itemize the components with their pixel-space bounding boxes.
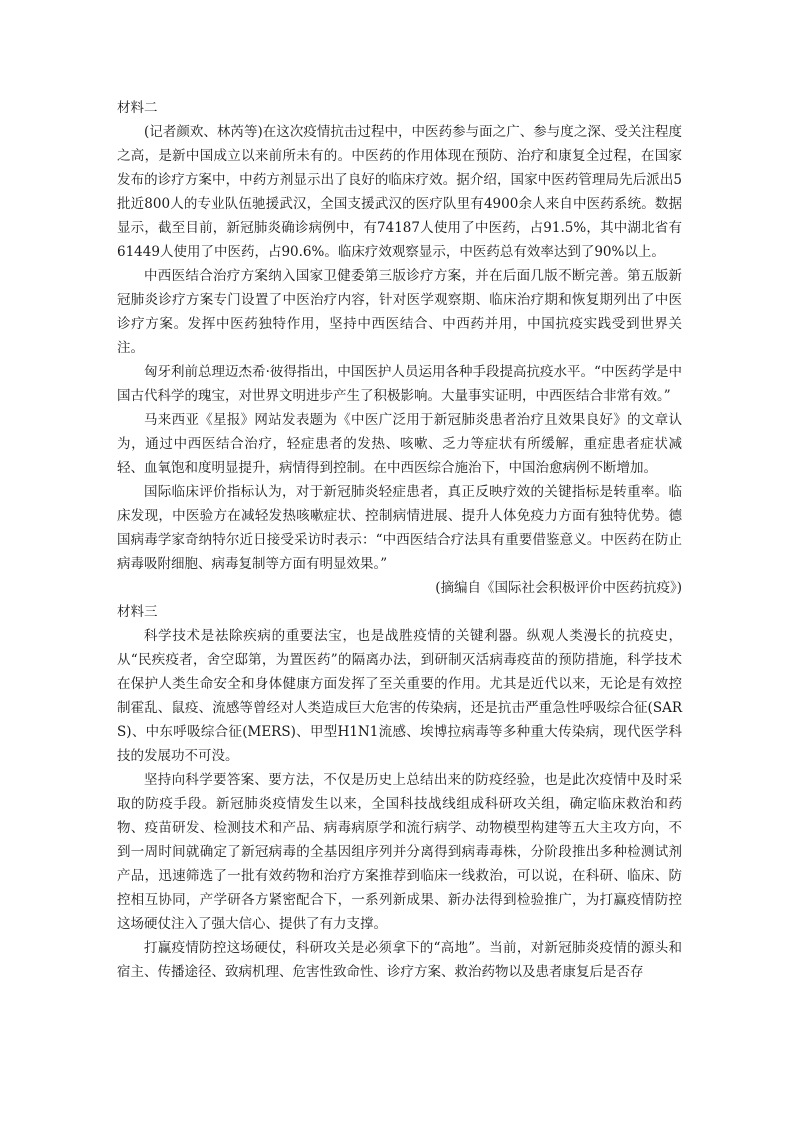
document-page (117, 96, 682, 984)
material-2-paragraph: 匈牙利前总理迈杰希·彼得指出，中国医护人员运用各种手段提高抗疫水平。“中医药学是中国古代科学的瑰宝，对世界文明进步产生了积极影响。大量事实证明，中西医结合非常有效。” (117, 364, 682, 404)
material-2-source: (摘编自《国际社会积极评价中医药抗疫》) (435, 580, 682, 596)
material-2-paragraph: 中西医结合治疗方案纳入国家卫健委第三版诊疗方案，并在后面几版不断完善。第五版新冠肺炎诊疗方案专门设置了中医治疗内容，针对医学观察期、临床治疗期和恢复期列出了中医诊疗方案。发挥中医药独特作用，坚持中西医结合、中西药并用，中国抗疫实践受到世界关注。 (117, 268, 682, 356)
material-2-paragraph: 国际临床评价指标认为，对于新冠肺炎轻症患者，真正反映疗效的关键指标是转重率。临床发现，中医验方在减轻发热咳嗽症状、控制病情进展、提升人体免疫力方面有独特优势。德国病毒学家奇纳特尔近日接受采访时表示：“中西医结合疗法具有重要借鉴意义。中医药在防止病毒吸附细胞、病毒复制等方面有明显效果。” (117, 484, 682, 572)
material-3-paragraph: 坚持向科学要答案、要方法，不仅是历史上总结出来的防疫经验，也是此次疫情中及时采取的防疫手段。新冠肺炎疫情发生以来，全国科技战线组成科研攻关组，确定临床救治和药物、疫苗研发、检测技术和产品、病毒病原学和流行病学、动物模型构建等五大主攻方向，不到一周时间就确定了新冠病毒的全基因组序列并分离得到病毒毒株，分阶段推出多种检测试剂产品，迅速筛选了一批有效药物和治疗方案推荐到临床一线救治，可以说，在科研、临床、防控相互协同，产学研各方紧密配合下，一系列新成果、新办法得到检验推广，为打赢疫情防控这场硬仗注入了强大信心、提供了有力支撑。 (117, 772, 682, 932)
material-3-paragraph: 打赢疫情防控这场硬仗，科研攻关是必须拿下的“高地”。当前，对新冠肺炎疫情的源头和宿主、传播途径、致病机理、危害性致命性、诊疗方案、救治药物以及患者康复后是否存 (117, 940, 682, 980)
material-2-paragraph: 马来西亚《星报》网站发表题为《中医广泛用于新冠肺炎患者治疗且效果良好》的文章认为，通过中西医结合治疗，轻症患者的发热、咳嗽、乏力等症状有所缓解，重症患者症状减轻、血氧饱和度明显提升，病情得到控制。在中西医综合施治下，中国治愈病例不断增加。 (117, 412, 682, 476)
material-2-paragraph: (记者颜欢、林芮等)在这次疫情抗击过程中，中医药参与面之广、参与度之深、受关注程度之高，是新中国成立以来前所未有的。中医药的作用体现在预防、治疗和康复全过程，在国家发布的诊疗方案中，中药方剂显示出了良好的临床疗效。据介绍，国家中医药管理局先后派出5批近800人的专业队伍驰援武汉，全国支援武汉的医疗队里有4900余人来自中医药系统。数据显示，截至目前，新冠肺炎确诊病例中，有74187人使用了中医药，占91.5%，其中湖北省有61449人使用了中医药，占90.6%。临床疗效观察显示，中医药总有效率达到了90%以上。 (117, 124, 682, 260)
material-2-heading: 材料二 (117, 100, 158, 116)
material-3-paragraph: 科学技术是祛除疾病的重要法宝，也是战胜疫情的关键利器。纵观人类漫长的抗疫史，从“民疾疫者，舍空邸第，为置医药”的隔离办法，到研制灭活病毒疫苗的预防措施，科学技术在保护人类生命安全和身体健康方面发挥了至关重要的作用。尤其是近代以来，无论是有效控制霍乱、鼠疫、流感等曾经对人类造成巨大危害的传染病，还是抗击严重急性呼吸综合征(SARS)、中东呼吸综合征(MERS)、甲型H1N1流感、埃博拉病毒等多种重大传染病，现代医学科技的发展功不可没。 (117, 628, 682, 764)
material-3-heading: 材料三 (117, 604, 158, 620)
